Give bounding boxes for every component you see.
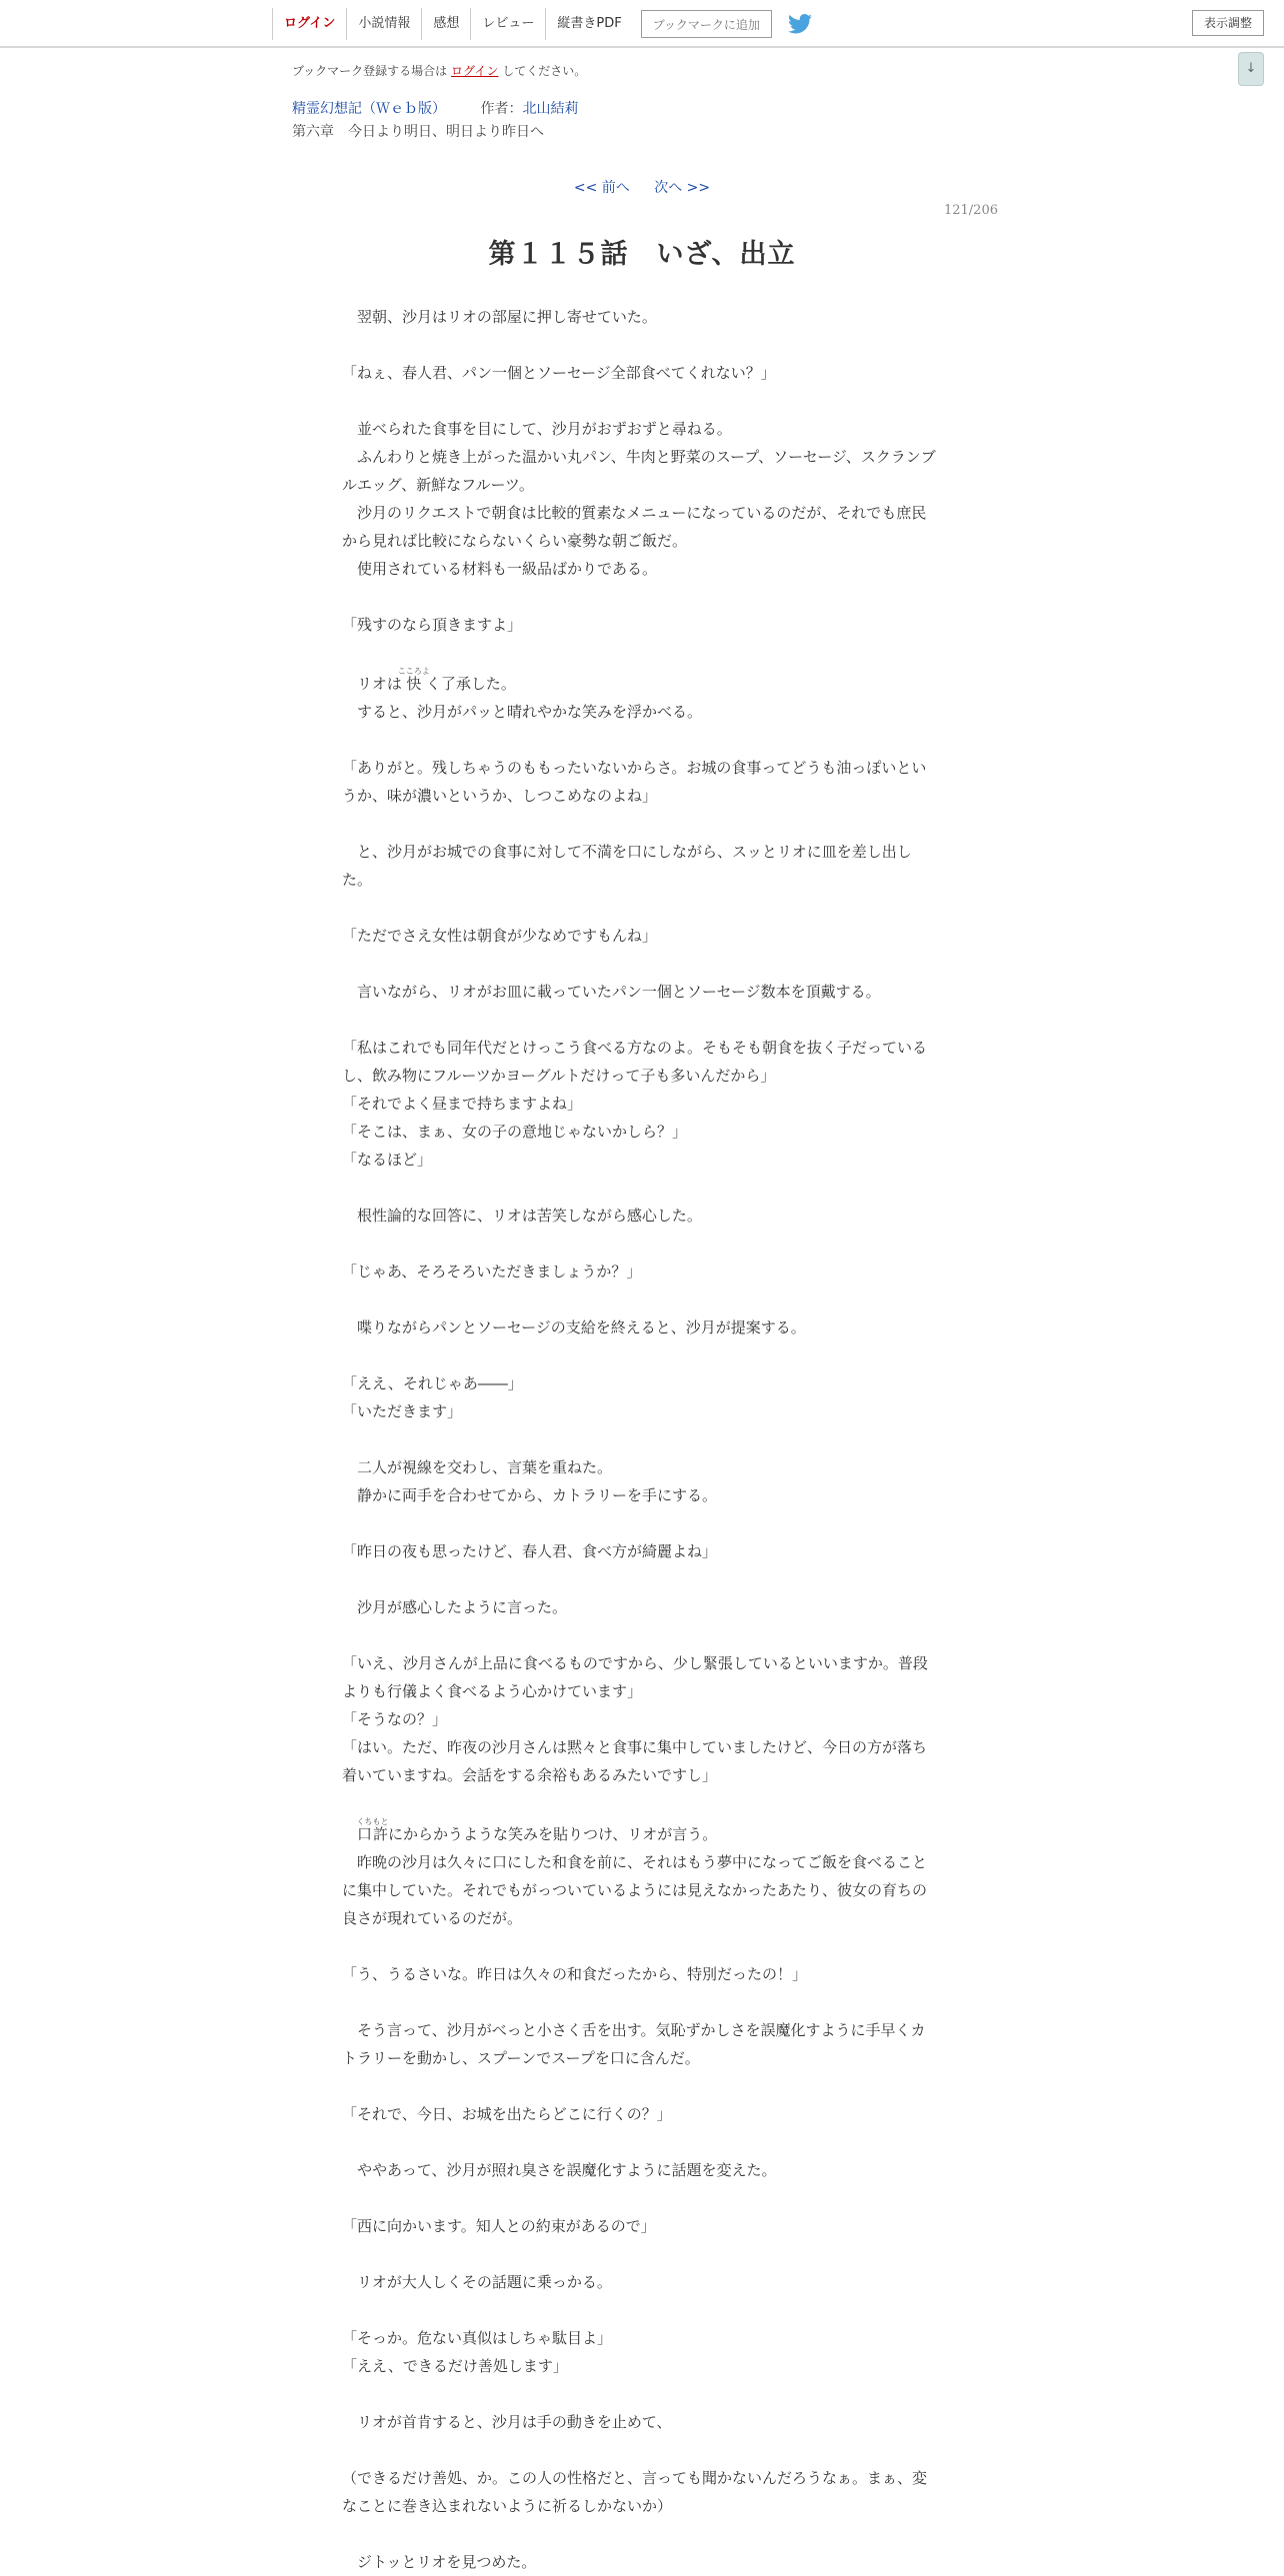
body-line	[342, 2436, 938, 2464]
body-line: 「じゃあ、そろそろいただきましょうか？」	[342, 1263, 642, 1281]
body-line: 「はい。ただ、昨夜の沙月さんは黙々と食事に集中していましたけど、今日の方が落ち着いていますね。会話をする余裕もあるみたいですし」	[342, 1738, 928, 1784]
author-label: 作者：	[480, 101, 523, 117]
body-line: リオが首肯すると、沙月は手の動きを止めて、	[342, 2413, 672, 2431]
body-line	[342, 1932, 938, 1960]
body-text	[342, 1825, 357, 1843]
body-line: 「なるほど」	[342, 1151, 433, 1169]
body-line: 沙月が感心したように言った。	[342, 1598, 568, 1616]
body-line	[342, 1621, 938, 1649]
body-line: 昨晩の沙月は久々に口にした和食を前に、それはもう夢中になってご飯を食べることに集中していた。それでもがっついているようには見えなかったあたり、彼女の育ちの良さが現れているのだが。	[342, 1853, 928, 1927]
body-text: く了承した。	[425, 675, 516, 693]
body-line	[342, 2520, 938, 2548]
ruby-base: 快	[397, 675, 430, 693]
body-line: 言いながら、リオがお皿に載っていたパン一個とソーセージ数本を頂戴する。	[342, 983, 881, 1001]
ruby-reading: くちもと	[356, 1817, 389, 1826]
body-line: 「そこは、まぁ、女の子の意地じゃないかしら？」	[342, 1123, 688, 1141]
body-line: 「ええ、できるだけ善処します」	[342, 2357, 568, 2375]
body-line: 二人が視線を交わし、言葉を重ねた。	[342, 1458, 613, 1476]
body-line: 「う、うるさいな。昨日は久々の和食だったから、特別だったの！」	[342, 1965, 808, 1983]
review-link[interactable]: レビュー	[470, 8, 545, 40]
body-line	[342, 950, 938, 978]
episode-pager	[0, 177, 1284, 197]
body-line: 「ありがと。残しちゃうのももったいないからさ。お城の食事ってどうも油っぽいというか、味が濃いというか、しつこめなのよね」	[342, 759, 927, 805]
novel-info-link[interactable]: 小説情報	[346, 8, 421, 40]
body-line: 根性論的な回答に、リオは苦笑しながら感心した。	[342, 1207, 702, 1225]
ruby-word	[397, 667, 430, 693]
prev-episode-link[interactable]: << 前へ	[573, 180, 630, 196]
twitter-bird-icon[interactable]	[788, 13, 812, 35]
body-line: 「昨日の夜も思ったけど、春人君、食べ方が綺麗よね」	[342, 1542, 718, 1560]
vertical-pdf-link[interactable]: 縦書きPDF	[545, 8, 632, 40]
body-line	[342, 1230, 938, 1258]
series-info	[292, 98, 578, 118]
body-line	[342, 1174, 938, 1202]
body-line	[342, 2128, 938, 2156]
display-settings-button[interactable]: 表示調整	[1192, 10, 1264, 36]
ruby-word	[356, 1817, 389, 1843]
body-line	[342, 639, 938, 667]
ruby-base: 口許	[356, 1825, 389, 1843]
body-line: ふんわりと焼き上がった温かい丸パン、牛肉と野菜のスープ、ソーセージ、スクランブルエッグ、新鮮なフルーツ。	[342, 448, 936, 494]
series-title-link[interactable]: 精霊幻想記（Ｗｅｂ版）	[292, 101, 446, 117]
page-number: 121/206	[943, 203, 998, 218]
body-line: 「そっか。危ない真似はしちゃ駄目よ」	[342, 2329, 613, 2347]
body-line	[342, 387, 938, 415]
body-line	[342, 2296, 938, 2324]
body-line	[342, 1286, 938, 1313]
body-line: そう言って、沙月がべっと小さく舌を出す。気恥ずかしさを誤魔化すように手早くカトラリーを動かし、スプーンでスープを口に含んだ。	[342, 2021, 926, 2067]
notice-login-link[interactable]: ログイン	[451, 64, 499, 78]
top-navigation-bar	[0, 0, 1284, 48]
body-line	[342, 667, 938, 698]
bookmark-login-notice	[292, 62, 586, 79]
scroll-down-button[interactable]: ↓	[1238, 52, 1264, 86]
login-link[interactable]: ログイン	[272, 8, 346, 40]
body-text: リオは	[342, 675, 402, 693]
body-line	[342, 2072, 938, 2100]
body-text: にからかうような笑みを貼りつけ、リオが言う。	[388, 1825, 718, 1843]
add-bookmark-button[interactable]: ブックマークに追加	[641, 10, 772, 38]
body-line	[342, 331, 938, 359]
body-line: 「ええ、それじゃあ――」	[342, 1374, 523, 1392]
body-line: と、沙月がお城での食事に対して不満を口にしながら、スッとリオに皿を差し出した。	[342, 843, 912, 889]
notice-text-before: ブックマーク登録する場合は	[292, 64, 448, 78]
body-line: 静かに両手を合わせてから、カトラリーを手にする。	[342, 1486, 718, 1504]
body-line: すると、沙月がパッと晴れやかな笑みを浮かべる。	[342, 703, 703, 721]
body-line: 並べられた食事を目にして、沙月がおずおずと尋ねる。	[342, 420, 732, 438]
novel-body	[342, 303, 938, 2576]
body-line: ややあって、沙月が照れ臭さを誤魔化すように話題を変えた。	[342, 2161, 777, 2179]
body-line: 喋りながらパンとソーセージの支給を終えると、沙月が提案する。	[342, 1318, 806, 1336]
body-line: 使用されている材料も一級品ばかりである。	[342, 560, 658, 578]
body-line: 「それでよく昼まで持ちますよね」	[342, 1095, 583, 1113]
notice-text-after: してください。	[502, 64, 587, 78]
body-line: （できるだけ善処、か。この人の性格だと、言っても聞かないんだろうなぁ。まぁ、変なことに巻き込まれないように祈るしかないか）	[342, 2469, 928, 2515]
body-line	[342, 810, 938, 838]
ruby-reading: こころよ	[397, 667, 430, 676]
body-line	[342, 1817, 938, 1848]
body-line	[342, 1988, 938, 2016]
next-episode-link[interactable]: 次へ >>	[654, 180, 711, 196]
body-line: 翌朝、沙月はリオの部屋に押し寄せていた。	[342, 308, 657, 326]
body-line	[342, 2184, 938, 2212]
body-line: 「ただでさえ女性は朝食が少なめですもんね」	[342, 927, 658, 945]
impressions-link[interactable]: 感想	[421, 8, 470, 40]
body-line	[342, 726, 938, 754]
body-line	[342, 1006, 938, 1034]
body-line: 「いただきます」	[342, 1402, 463, 1420]
body-line: 沙月のリクエストで朝食は比較的質素なメニューになっているのだが、それでも庶民から見れば比較にならないくらい豪勢な朝ご飯だ。	[342, 504, 927, 550]
body-line	[342, 894, 938, 922]
body-line	[342, 583, 938, 611]
body-line	[342, 1565, 938, 1593]
body-line: 「そうなの？」	[342, 1710, 448, 1728]
body-line: 「西に向かいます。知人との約束があるので」	[342, 2217, 656, 2235]
body-line: ジトッとリオを見つめた。	[342, 2553, 537, 2571]
body-line: 「いえ、沙月さんが上品に食べるものですから、少し緊張しているといいますか。普段よりも行儀よく食べるよう心かけています」	[342, 1654, 928, 1700]
body-line: 「それで、今日、お城を出たらどこに行くの？」	[342, 2105, 672, 2123]
body-line: 「ねぇ、春人君、パン一個とソーセージ全部食べてくれない？」	[342, 364, 776, 382]
author-link[interactable]: 北山結莉	[522, 101, 579, 117]
body-line	[342, 2240, 938, 2268]
body-line: リオが大人しくその話題に乗っかる。	[342, 2273, 612, 2291]
episode-title: 第１１５話 いざ、出立	[488, 239, 796, 270]
chapter-title: 第六章 今日より明日、明日より昨日へ	[292, 124, 544, 140]
body-line: 「残すのなら頂きますよ」	[342, 616, 523, 634]
body-line	[342, 1341, 938, 1369]
body-line: 「私はこれでも同年代だとけっこう食べる方なのよ。そもそも朝食を抜く子だっているし、飲み物にフルーツかヨーグルトだけって子も多いんだから」	[342, 1039, 928, 1085]
body-line	[342, 1789, 938, 1817]
body-line	[342, 1425, 938, 1453]
body-line	[342, 2380, 938, 2408]
body-line	[342, 1509, 938, 1537]
nav-menu	[272, 8, 812, 40]
